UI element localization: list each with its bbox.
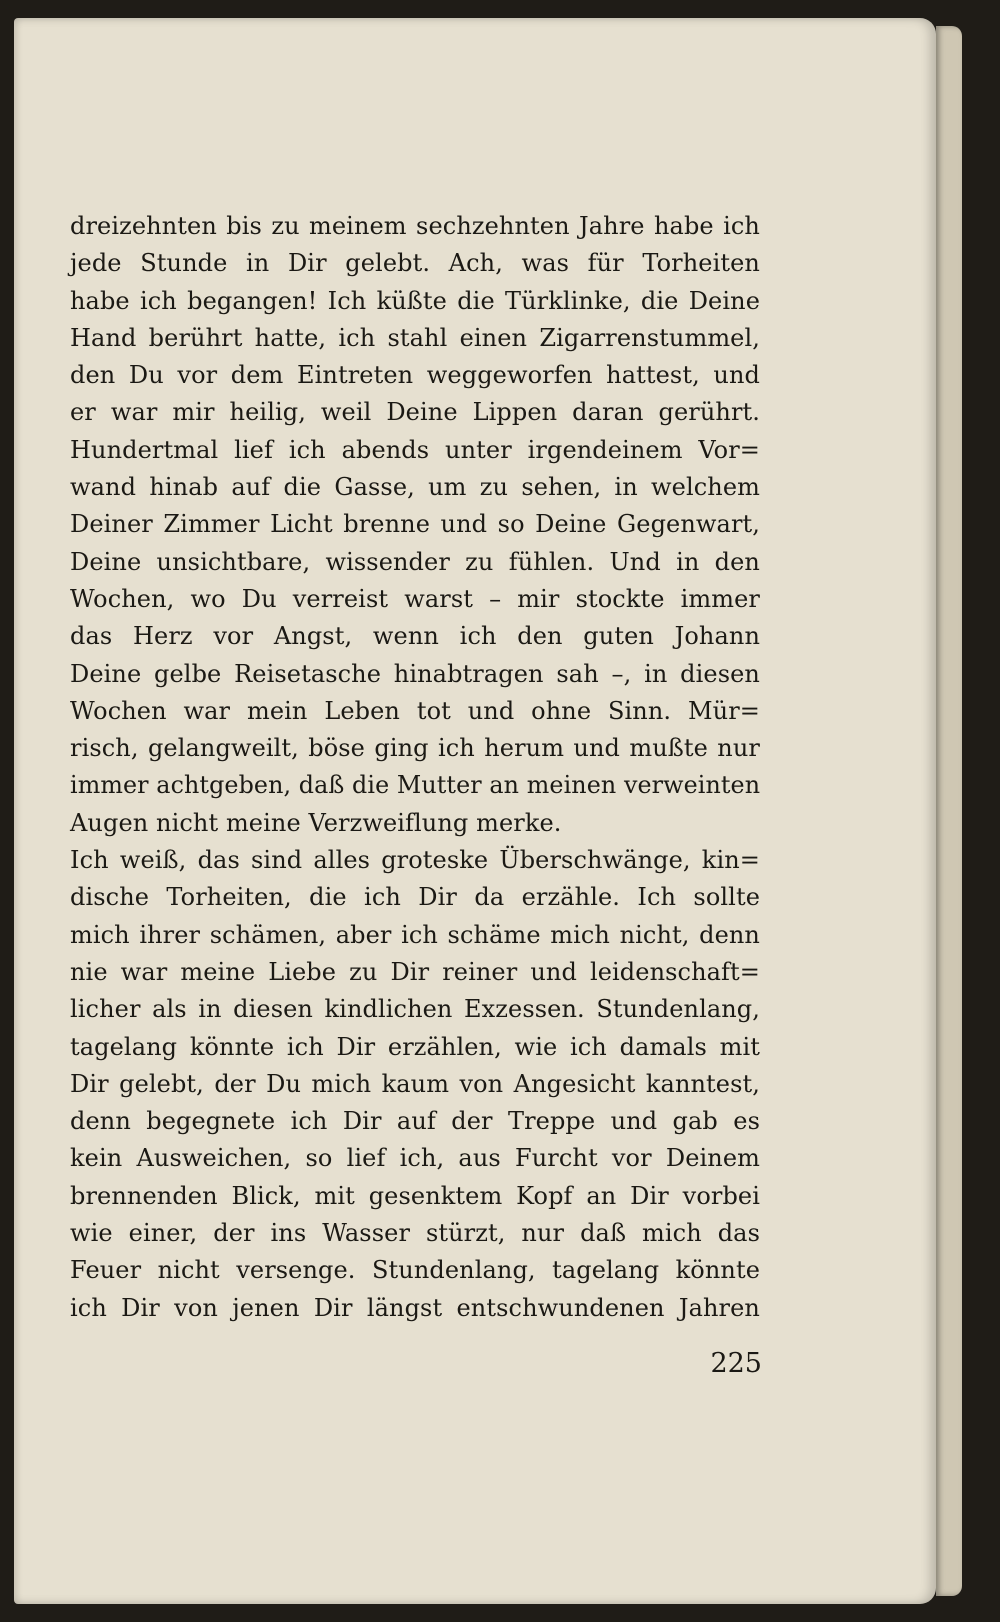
text-line: risch, gelangweilt, böse ging ich herum und mußte nur [70,734,760,763]
text-line: Wochen, wo Du verreist warst – mir stockte immer [70,584,760,613]
text-line: immer achtgeben, daß die Mutter an meinen verweinten [70,771,761,800]
page-number: 225 [710,1348,762,1379]
text-line: jede Stunde in Dir gelebt. Ach, was für Torheiten [70,249,760,278]
text-line: Wochen war mein Leben tot und ohne Sinn. Mür= [70,696,760,725]
page-edge [936,26,962,1596]
text-line: brennenden Blick, mit gesenktem Kopf an Dir vorbei [70,1181,760,1210]
text-line: Deine gelbe Reisetasche hinabtragen sah –, in diesen [70,659,760,688]
text-line: Hundertmal lief ich abends unter irgendeinem Vor= [70,435,760,464]
text-line: licher als in diesen kindlichen Exzessen. Stundenlang, [70,995,760,1024]
text-line: das Herz vor Angst, wenn ich den guten Johann [70,622,760,651]
book-page [14,18,936,1604]
text-line: denn begegnete ich Dir auf der Treppe und gab es [70,1107,760,1136]
text-line: Deiner Zimmer Licht brenne und so Deine Gegenwart, [70,510,760,539]
text-line: Augen nicht meine Verzweiflung merke. [70,808,562,837]
text-line: Dir gelebt, der Du mich kaum von Angesicht kanntest, [70,1069,760,1098]
text-line: wand hinab auf die Gasse, um zu sehen, in welchem [70,473,760,502]
text-line: habe ich begangen! Ich küßte die Türklinke, die Deine [70,286,760,315]
text-line: er war mir heilig, weil Deine Lippen daran gerührt. [70,398,760,427]
text-line: ich Dir von jenen Dir längst entschwundenen Jahren [70,1293,760,1322]
text-line: dreizehnten bis zu meinem sechzehnten Jahre habe ich [70,212,760,240]
text-line: kein Ausweichen, so lief ich, aus Furcht vor Deinem [70,1144,760,1173]
text-line: wie einer, der ins Wasser stürzt, nur daß mich das [70,1219,760,1248]
text-line: Hand berührt hatte, ich stahl einen Zigarrenstummel, [70,323,760,352]
text-line: nie war meine Liebe zu Dir reiner und leidenschaft= [70,957,760,986]
text-line: Ich weiß, das sind alles groteske Überschwänge, kin= [70,846,760,875]
text-line: Feuer nicht versenge. Stundenlang, tagelang könnte [70,1256,760,1285]
text-line: dische Torheiten, die ich Dir da erzähle. Ich sollte [70,883,760,912]
text-line: den Du vor dem Eintreten weggeworfen hattest, und [70,361,760,390]
text-line: mich ihrer schämen, aber ich schäme mich nicht, denn [70,920,760,949]
text-line: tagelang könnte ich Dir erzählen, wie ich damals mit [70,1032,760,1061]
text-line: Deine unsichtbare, wissender zu fühlen. Und in den [70,547,760,576]
body-text [70,208,760,1327]
